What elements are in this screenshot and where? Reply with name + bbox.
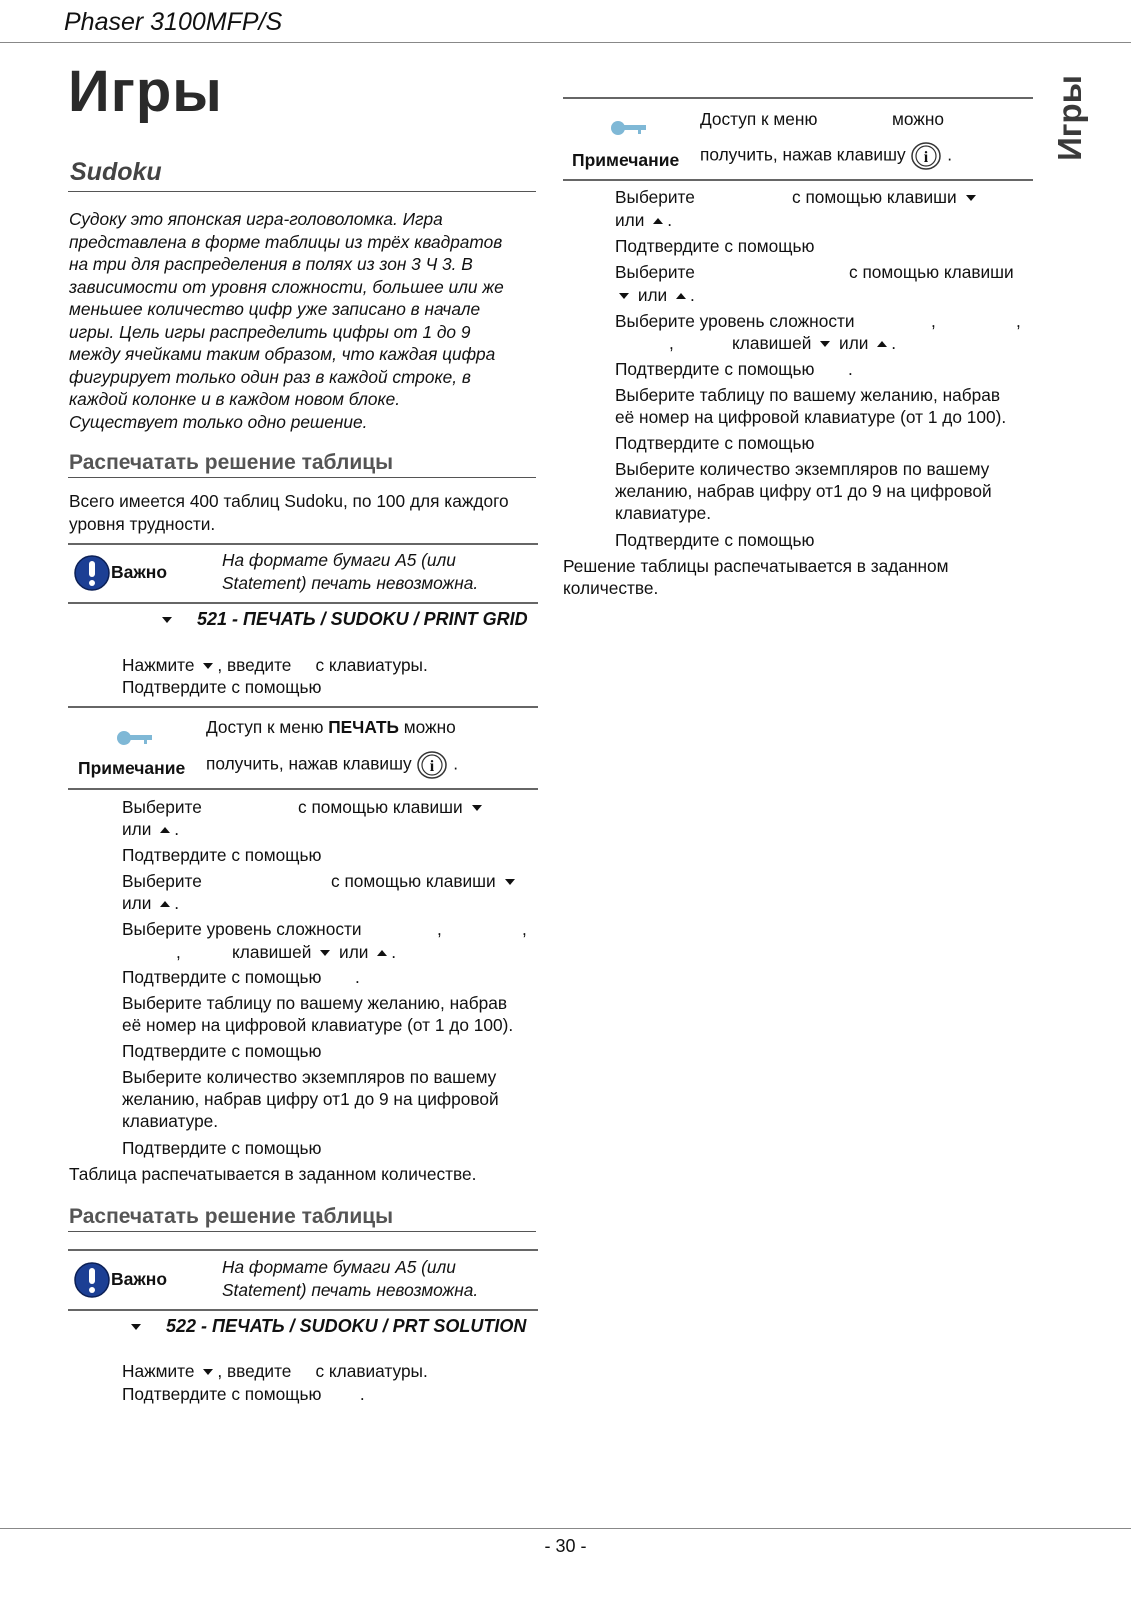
step-difficulty-4: Выберите уровень сложности: [122, 919, 362, 939]
important-icon: [74, 555, 110, 596]
step-select-1: Выберите: [615, 187, 695, 207]
arrow-up-icon: [160, 827, 170, 833]
svg-text:i: i: [430, 758, 435, 775]
important-label: Важно: [111, 562, 168, 582]
page-number: - 30 -: [544, 1536, 587, 1556]
step-choose-table-6: Выберите таблицу по вашему желанию, набрав её номер на цифровой клавиатуре (от 1 до 100).: [122, 993, 514, 1035]
arrow-up-icon: [653, 218, 663, 224]
arrow-down-icon: [472, 805, 482, 811]
arrow-up-icon: [160, 901, 170, 907]
press-instruction: Нажмите , введите с клавиатуры.: [122, 1361, 428, 1381]
note-text-line1: Доступ к меню ПЕЧАТЬ можно: [206, 717, 456, 737]
arrow-up-icon: [676, 293, 686, 299]
arrow-up-icon: [877, 341, 887, 347]
step-choose-table-6: Выберите таблицу по вашему желанию, набрав её номер на цифровой клавиатуре (от 1 до 100).: [615, 385, 1007, 427]
press-instruction: Нажмите , введите с клавиатуры.: [122, 655, 428, 675]
arrow-down-icon: [619, 293, 629, 299]
step-copies-8: Выберите количество экземпляров по вашему желанию, набрав цифру от1 до 9 на цифровой клавиатуре.: [615, 459, 992, 523]
note-label: Примечание: [572, 150, 680, 170]
result-text: Таблица распечатывается в заданном количестве.: [69, 1164, 477, 1184]
chapter-side-tab: Игры: [1051, 75, 1088, 161]
section-rule: [68, 191, 536, 192]
subsection-rule: [68, 477, 536, 478]
arrow-down-icon: [131, 1324, 141, 1330]
note-text-line2: получить, нажав клавишу i .: [700, 141, 952, 171]
section-title: Sudoku: [70, 158, 162, 186]
step-confirm-7: Подтвердите с помощью: [122, 1041, 322, 1061]
intro-paragraph: Судоку это японская игра-головоломка. Игра представлена в форме таблицы из трёх квадратов на три для распределения в полях из зон 3 Ч 3. В зависимости от уровня сложности, большее или же меньшее количество цифр уже записано в начале игры. Цель игры распределить цифры от 1 до 9 между ячейками таким образом, что каждая цифра фигурирует только один раз в каждой строке, в каждой колонке и в каждом новом блоке. Существует только одно решение.: [69, 209, 504, 432]
arrow-down-icon: [320, 950, 330, 956]
note-text-line2: получить, нажав клавишу i .: [206, 750, 458, 780]
arrow-down-icon: [203, 1369, 213, 1375]
step-confirm-2: Подтвердите с помощью: [615, 236, 815, 256]
subsection-title-print-solution: Распечатать решение таблицы: [69, 1205, 394, 1228]
key-icon: [610, 118, 648, 143]
step-confirm-2: Подтвердите с помощью: [122, 845, 322, 865]
step-difficulty-4: Выберите уровень сложности: [615, 311, 855, 331]
note-text-line1: Доступ к меню: [700, 109, 818, 129]
menu-path-521: 521 - ПЕЧАТЬ / SUDOKU / PRINT GRID: [158, 609, 528, 630]
total-tables-text: Всего имеется 400 таблиц Sudoku, по 100 для каждого уровня трудности.: [69, 491, 509, 534]
info-key-icon: [910, 141, 942, 171]
step-confirm-9: Подтвердите с помощью: [615, 530, 815, 550]
menu-path-522: 522 - ПЕЧАТЬ / SUDOKU / PRT SOLUTION: [127, 1316, 526, 1337]
arrow-down-icon: [966, 195, 976, 201]
arrow-up-icon: [377, 950, 387, 956]
result-text: Решение таблицы распечатывается в заданном количестве.: [563, 556, 949, 598]
confirm-line: Подтвердите с помощью: [122, 677, 322, 697]
subsection-title-print-grid: Распечатать решение таблицы: [69, 451, 394, 474]
step-copies-8: Выберите количество экземпляров по вашему желанию, набрав цифру от1 до 9 на цифровой клавиатуре.: [122, 1067, 499, 1131]
step-confirm-7: Подтвердите с помощью: [615, 433, 815, 453]
arrow-down-icon: [162, 617, 172, 623]
arrow-down-icon: [820, 341, 830, 347]
arrow-down-icon: [203, 663, 213, 669]
header-divider: [0, 42, 1131, 43]
footer-divider: [0, 1528, 1131, 1529]
page-title: Игры: [68, 59, 223, 124]
step-select-3: Выберите: [615, 262, 695, 282]
step-confirm-5: Подтвердите с помощью .: [122, 967, 360, 987]
important-text: На формате бумаги A5 (или Statement) печать невозможна.: [222, 550, 479, 593]
note-label: Примечание: [78, 758, 186, 778]
info-key-icon: [416, 750, 448, 780]
important-label: Важно: [111, 1269, 168, 1289]
confirm-line: Подтвердите с помощью .: [122, 1384, 365, 1404]
svg-text:i: i: [924, 149, 929, 166]
step-select-1: Выберите: [122, 797, 202, 817]
step-select-3: Выберите: [122, 871, 202, 891]
step-confirm-5: Подтвердите с помощью .: [615, 359, 853, 379]
document-header-title: Phaser 3100MFP/S: [64, 8, 283, 36]
important-text: На формате бумаги A5 (или Statement) печать невозможна.: [222, 1257, 479, 1300]
step-confirm-9: Подтвердите с помощью: [122, 1138, 322, 1158]
arrow-down-icon: [505, 879, 515, 885]
important-icon: [74, 1262, 110, 1303]
key-icon: [116, 728, 154, 753]
